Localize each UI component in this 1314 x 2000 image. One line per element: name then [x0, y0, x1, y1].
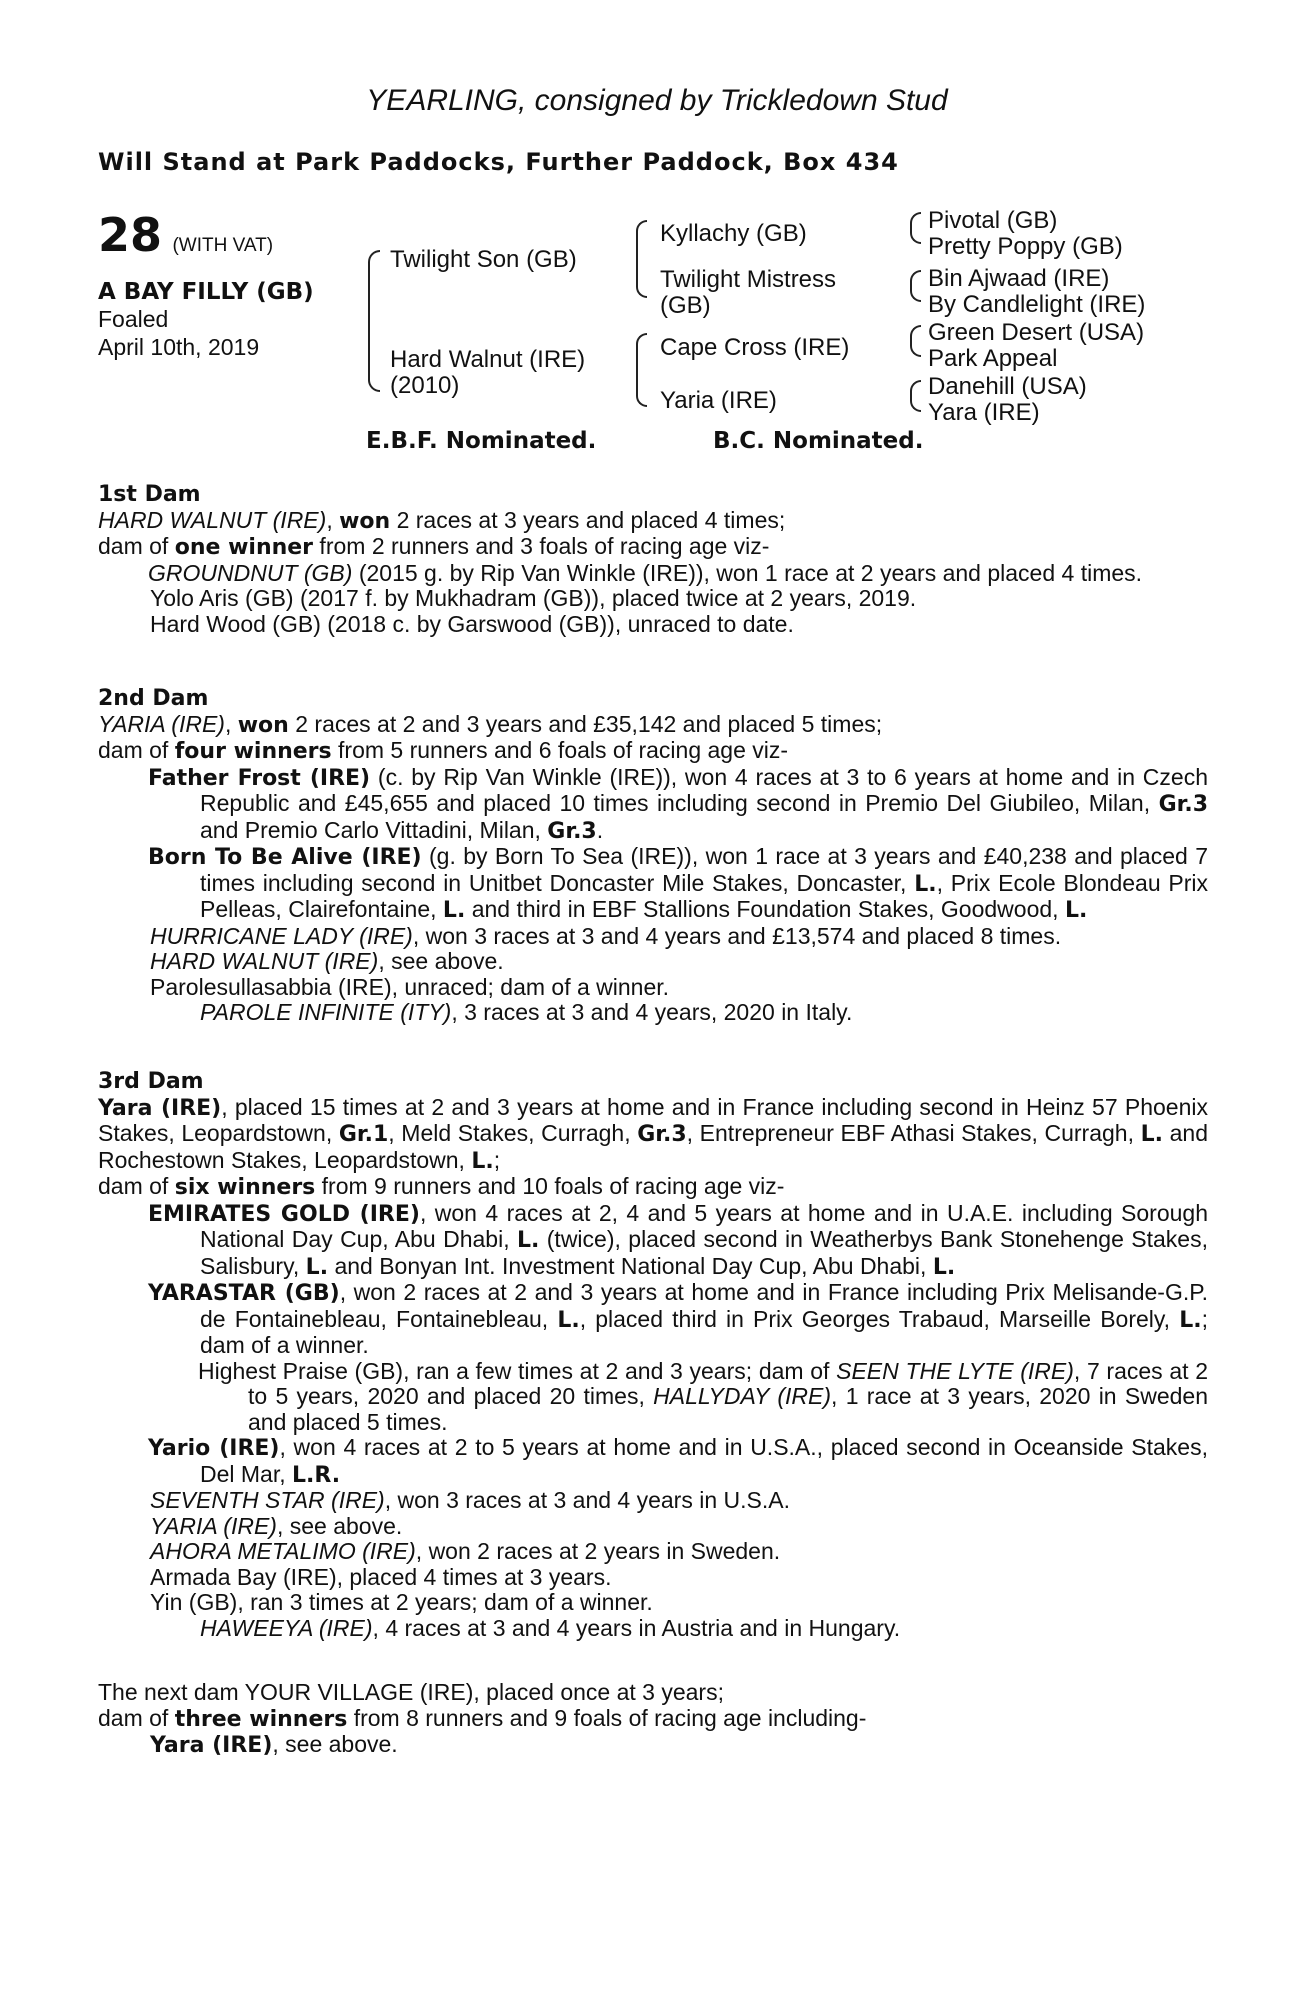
- produce-entry: HARD WALNUT (IRE), see above.: [150, 948, 504, 974]
- pedigree-g3-6: Park Appeal: [928, 345, 1058, 372]
- produce-entry: Yario (IRE), won 4 races at 2 to 5 years at home and in U.S.A., placed second in Oceanside Stakes, Del Mar, L.R.: [148, 1434, 1208, 1488]
- produce-entry: Parolesullasabbia (IRE), unraced; dam of a winner.: [150, 973, 670, 1000]
- third-dam-section: [98, 1069, 1208, 1641]
- pedigree-brace: [910, 395, 921, 412]
- produce-entry: YARASTAR (GB), won 2 races at 2 and 3 years at home and in France including Prix Melisande-G.P. de Fontainebleau, Fontainebleau, L., placed third in Prix Georges Trabaud, Marseille Borely, L.; dam of a winner.: [148, 1279, 1208, 1358]
- produce-entry: HURRICANE LADY (IRE), won 3 races at 3 and 4 years and £13,574 and placed 8 times.: [150, 922, 1062, 949]
- produce-entry: Yolo Aris (GB) (2017 f. by Mukhadram (GB)), placed twice at 2 years, 2019.: [150, 585, 917, 611]
- pedigree-sire-dam-country: (GB): [660, 292, 711, 319]
- pedigree-g3-8: Yara (IRE): [928, 399, 1040, 426]
- dam-summary: HARD WALNUT (IRE), won 2 races at 3 years and placed 4 times;: [98, 506, 786, 534]
- produce-entry: EMIRATES GOLD (IRE), won 4 races at 2, 4 and 5 years at home and in U.A.E. including Sorough National Day Cup, Abu Dhabi, L. (twice), placed second in Weatherbys Bank Stonehenge Stakes, Salisbury, L. and Bonyan Int. Investment National Day Cup, Abu Dhabi, L.: [148, 1199, 1209, 1280]
- produce-entry: Yin (GB), ran 3 times at 2 years; dam of a winner.: [150, 1589, 653, 1615]
- produce-summary: dam of six winners from 9 runners and 10 foals of racing age viz-: [98, 1173, 785, 1200]
- ebf-nominated: E.B.F. Nominated.: [366, 428, 597, 454]
- pedigree-dam: Hard Walnut (IRE): [390, 346, 586, 373]
- produce-entry: HAWEEYA (IRE), 4 races at 3 and 4 years in Austria and in Hungary.: [200, 1614, 901, 1641]
- produce-entry: Yara (IRE), see above.: [150, 1731, 398, 1758]
- pedigree-dam-sire: Cape Cross (IRE): [660, 334, 850, 361]
- pedigree-dam-year: (2010): [390, 372, 460, 399]
- section-heading: 2nd Dam: [98, 686, 209, 711]
- produce-entry: Born To Be Alive (IRE) (g. by Born To Sea (IRE)), won 1 race at 3 years and £40,238 and placed 7 times including second in Unitbet Doncaster Mile Stakes, Doncaster, L., Prix Ecole Blondeau Prix Pelleas, Clairefontaine, L. and third in EBF Stallions Foundation Stakes, Goodwood, L.: [148, 843, 1208, 923]
- page-title: YEARLING, consigned by Trickledown Stud: [366, 84, 948, 117]
- second-dam-section: [98, 686, 1208, 1026]
- produce-entry: Hard Wood (GB) (2018 c. by Garswood (GB)), unraced to date.: [150, 610, 794, 637]
- next-dam-section: [98, 1680, 1208, 1759]
- pedigree-brace: [910, 285, 921, 302]
- dam-summary: The next dam YOUR VILLAGE (IRE), placed once at 3 years;: [98, 1679, 724, 1705]
- pedigree-brace: [636, 333, 647, 371]
- produce-entry: SEVENTH STAR (IRE), won 3 races at 3 and 4 years in U.S.A.: [150, 1487, 790, 1513]
- section-heading: 3rd Dam: [98, 1069, 204, 1094]
- pedigree-g3-3: Bin Ajwaad (IRE): [928, 265, 1110, 292]
- pedigree-g3-7: Danehill (USA): [928, 373, 1087, 400]
- section-heading: 1st Dam: [98, 482, 201, 507]
- location-line: Will Stand at Park Paddocks, Further Paddock, Box 434: [98, 148, 899, 176]
- pedigree-sire-sire: Kyllachy (GB): [660, 220, 807, 247]
- pedigree-g3-2: Pretty Poppy (GB): [928, 233, 1123, 260]
- pedigree-brace: [368, 320, 380, 392]
- pedigree-sire-dam: Twilight Mistress: [660, 266, 837, 293]
- foaled-date: April 10th, 2019: [98, 334, 260, 360]
- produce-entry: AHORA METALIMO (IRE), won 2 races at 2 years in Sweden.: [150, 1538, 781, 1564]
- produce-summary: dam of one winner from 2 runners and 3 foals of racing age viz-: [98, 533, 770, 560]
- first-dam-section: [98, 482, 1208, 637]
- pedigree-g3-1: Pivotal (GB): [928, 207, 1058, 234]
- pedigree-brace: [636, 220, 647, 260]
- produce-summary: dam of three winners from 8 runners and 9 foals of racing age including-: [98, 1704, 867, 1732]
- pedigree-g3-5: Green Desert (USA): [928, 319, 1145, 346]
- produce-entry: Father Frost (IRE) (c. by Rip Van Winkle (IRE)), won 4 races at 3 to 6 years at home and in Czech Republic and £45,655 and placed 10 times including second in Premio Del Giubileo, Milan, Gr.3 and Premio Carlo Vittadini, Milan, Gr.3.: [148, 763, 1209, 844]
- lot-number-line: [98, 208, 273, 262]
- produce-entry: PAROLE INFINITE (ITY), 3 races at 3 and 4 years, 2020 in Italy.: [200, 999, 853, 1025]
- produce-summary: dam of four winners from 5 runners and 6 foals of racing age viz-: [98, 737, 789, 764]
- pedigree-brace: [636, 369, 647, 407]
- produce-entry: Armada Bay (IRE), placed 4 times at 3 years.: [150, 1563, 612, 1590]
- bc-nominated: B.C. Nominated.: [713, 428, 924, 454]
- produce-entry: YARIA (IRE), see above.: [150, 1512, 403, 1539]
- produce-entry: GROUNDNUT (GB) (2015 g. by Rip Van Winkle (IRE)), won 1 race at 2 years and placed 4 times.: [148, 559, 1143, 586]
- pedigree-brace: [636, 258, 647, 298]
- dam-summary: Yara (IRE), placed 15 times at 2 and 3 years at home and in France including second in Heinz 57 Phoenix Stakes, Leopardstown, Gr.1, Meld Stakes, Curragh, Gr.3, Entrepreneur EBF Athasi Stakes, Curragh, L. and Rochestown Stakes, Leopardstown, L.;: [98, 1093, 1209, 1174]
- pedigree-g3-4: By Candlelight (IRE): [928, 291, 1146, 318]
- lot-description: A BAY FILLY (GB): [98, 279, 314, 305]
- vat-label: (WITH VAT): [172, 235, 274, 256]
- produce-entry: Highest Praise (GB), ran a few times at 2 and 3 years; dam of SEEN THE LYTE (IRE), 7 races at 2 to 5 years, 2020 and placed 20 times, HALLYDAY (IRE), 1 race at 3 years, 2020 in Sweden and placed 5 times.: [198, 1357, 1209, 1435]
- pedigree-brace: [368, 250, 380, 322]
- pedigree-brace: [910, 227, 921, 244]
- lot-number: 28: [98, 208, 163, 262]
- pedigree-brace: [910, 340, 921, 357]
- dam-summary: YARIA (IRE), won 2 races at 2 and 3 years and £35,142 and placed 5 times;: [98, 710, 883, 738]
- pedigree-sire: Twilight Son (GB): [390, 246, 577, 273]
- pedigree-dam-dam: Yaria (IRE): [660, 387, 777, 414]
- foaled-label: Foaled: [98, 306, 169, 332]
